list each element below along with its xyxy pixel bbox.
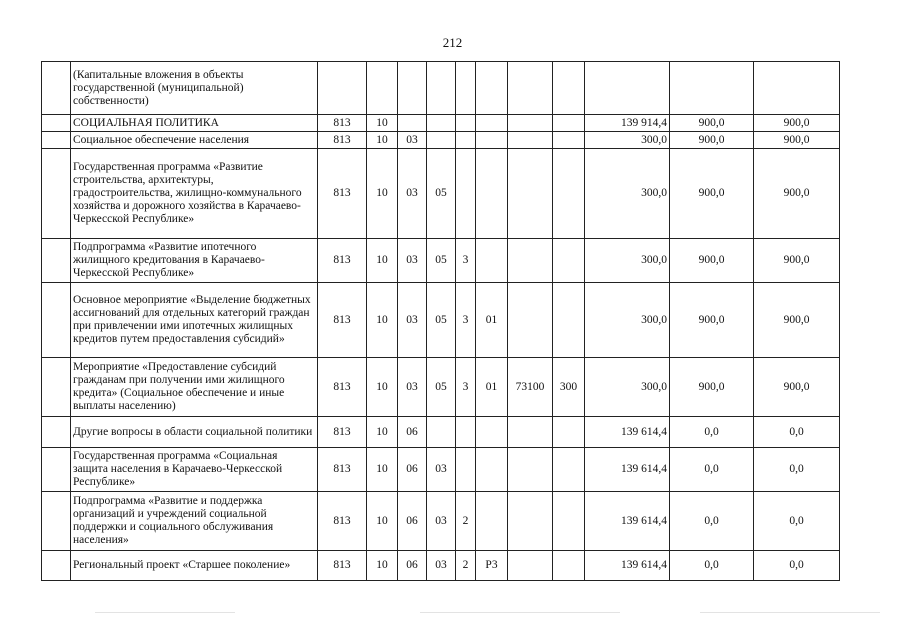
program-code-cell: 05 bbox=[427, 239, 456, 283]
amount-year1-cell: 139 614,4 bbox=[585, 417, 670, 448]
subsection-cell bbox=[398, 62, 427, 115]
row-index-cell bbox=[42, 149, 71, 239]
subsection-cell: 06 bbox=[398, 492, 427, 551]
activity-code-cell bbox=[476, 132, 508, 149]
table-row bbox=[42, 448, 840, 492]
name-cell: СОЦИАЛЬНАЯ ПОЛИТИКА bbox=[71, 115, 318, 132]
amount-year3-cell: 900,0 bbox=[754, 115, 840, 132]
amount-year2-cell: 0,0 bbox=[670, 492, 754, 551]
activity-code-cell: 01 bbox=[476, 358, 508, 417]
subprogram-code-cell: 3 bbox=[456, 239, 476, 283]
section-cell: 10 bbox=[367, 492, 398, 551]
expense-type-cell bbox=[553, 492, 585, 551]
row-index-cell bbox=[42, 417, 71, 448]
table-row bbox=[42, 358, 840, 417]
name-cell: Основное мероприятие «Выделение бюджетных ассигнований для отдельных категорий граждан при привлечении ими ипотечных жилищных кредитов путем предоставления субсидий» bbox=[71, 283, 318, 358]
amount-year2-cell: 0,0 bbox=[670, 551, 754, 581]
name-cell: Государственная программа «Развитие строительства, архитектуры, градостроительства, жилищно-коммунального хозяйства и дорожного хозяйства в Карачаево-Черкесской Республике» bbox=[71, 149, 318, 239]
subsection-cell: 03 bbox=[398, 283, 427, 358]
program-code-cell: 03 bbox=[427, 448, 456, 492]
grbs-code-cell: 813 bbox=[318, 283, 367, 358]
activity-code-cell bbox=[476, 448, 508, 492]
table-row bbox=[42, 283, 840, 358]
row-index-cell bbox=[42, 283, 71, 358]
amount-year2-cell: 0,0 bbox=[670, 448, 754, 492]
program-code-cell bbox=[427, 115, 456, 132]
name-cell: Подпрограмма «Развитие и поддержка организаций и учреждений социальной поддержки и социального обслуживания населения» bbox=[71, 492, 318, 551]
expense-type-cell bbox=[553, 115, 585, 132]
activity-code-cell: 01 bbox=[476, 283, 508, 358]
table-row bbox=[42, 551, 840, 581]
section-cell: 10 bbox=[367, 358, 398, 417]
expense-type-cell bbox=[553, 132, 585, 149]
expense-type-cell bbox=[553, 448, 585, 492]
subprogram-code-cell: 2 bbox=[456, 492, 476, 551]
amount-year2-cell: 900,0 bbox=[670, 358, 754, 417]
amount-year1-cell: 139 614,4 bbox=[585, 492, 670, 551]
subsection-cell: 06 bbox=[398, 417, 427, 448]
amount-year1-cell: 300,0 bbox=[585, 358, 670, 417]
direction-code-cell bbox=[508, 448, 553, 492]
amount-year3-cell: 900,0 bbox=[754, 283, 840, 358]
expense-type-cell bbox=[553, 283, 585, 358]
program-code-cell: 03 bbox=[427, 551, 456, 581]
direction-code-cell bbox=[508, 283, 553, 358]
section-cell: 10 bbox=[367, 115, 398, 132]
name-cell: (Капитальные вложения в объекты государственной (муниципальной) собственности) bbox=[71, 62, 318, 115]
row-index-cell bbox=[42, 115, 71, 132]
subsection-cell: 03 bbox=[398, 149, 427, 239]
subprogram-code-cell: 3 bbox=[456, 283, 476, 358]
section-cell: 10 bbox=[367, 149, 398, 239]
amount-year3-cell: 0,0 bbox=[754, 492, 840, 551]
section-cell bbox=[367, 62, 398, 115]
amount-year2-cell: 0,0 bbox=[670, 417, 754, 448]
expense-type-cell bbox=[553, 62, 585, 115]
subprogram-code-cell bbox=[456, 448, 476, 492]
amount-year1-cell: 300,0 bbox=[585, 283, 670, 358]
subsection-cell: 03 bbox=[398, 239, 427, 283]
table-row bbox=[42, 239, 840, 283]
subprogram-code-cell bbox=[456, 417, 476, 448]
amount-year3-cell: 900,0 bbox=[754, 358, 840, 417]
activity-code-cell bbox=[476, 492, 508, 551]
section-cell: 10 bbox=[367, 283, 398, 358]
grbs-code-cell bbox=[318, 62, 367, 115]
subprogram-code-cell bbox=[456, 132, 476, 149]
subsection-cell: 03 bbox=[398, 358, 427, 417]
activity-code-cell bbox=[476, 417, 508, 448]
table-row bbox=[42, 149, 840, 239]
subsection-cell: 03 bbox=[398, 132, 427, 149]
table-row bbox=[42, 492, 840, 551]
program-code-cell: 03 bbox=[427, 492, 456, 551]
table-row bbox=[42, 115, 840, 132]
amount-year1-cell: 300,0 bbox=[585, 149, 670, 239]
table-row bbox=[42, 62, 840, 115]
amount-year3-cell: 900,0 bbox=[754, 149, 840, 239]
subprogram-code-cell bbox=[456, 149, 476, 239]
subsection-cell: 06 bbox=[398, 551, 427, 581]
subprogram-code-cell bbox=[456, 115, 476, 132]
name-cell: Социальное обеспечение населения bbox=[71, 132, 318, 149]
direction-code-cell bbox=[508, 62, 553, 115]
expense-type-cell bbox=[553, 239, 585, 283]
grbs-code-cell: 813 bbox=[318, 551, 367, 581]
amount-year1-cell: 300,0 bbox=[585, 132, 670, 149]
name-cell: Государственная программа «Социальная защита населения в Карачаево-Черкесской Республике» bbox=[71, 448, 318, 492]
row-index-cell bbox=[42, 132, 71, 149]
table-row bbox=[42, 132, 840, 149]
expense-type-cell bbox=[553, 149, 585, 239]
amount-year3-cell: 0,0 bbox=[754, 448, 840, 492]
grbs-code-cell: 813 bbox=[318, 239, 367, 283]
subprogram-code-cell: 3 bbox=[456, 358, 476, 417]
direction-code-cell bbox=[508, 239, 553, 283]
amount-year2-cell: 900,0 bbox=[670, 239, 754, 283]
row-index-cell bbox=[42, 492, 71, 551]
name-cell: Другие вопросы в области социальной политики bbox=[71, 417, 318, 448]
program-code-cell bbox=[427, 132, 456, 149]
amount-year1-cell bbox=[585, 62, 670, 115]
program-code-cell: 05 bbox=[427, 358, 456, 417]
expense-type-cell: 300 bbox=[553, 358, 585, 417]
row-index-cell bbox=[42, 358, 71, 417]
amount-year2-cell: 900,0 bbox=[670, 115, 754, 132]
section-cell: 10 bbox=[367, 417, 398, 448]
program-code-cell: 05 bbox=[427, 149, 456, 239]
activity-code-cell bbox=[476, 239, 508, 283]
direction-code-cell: 73100 bbox=[508, 358, 553, 417]
table-row bbox=[42, 417, 840, 448]
grbs-code-cell: 813 bbox=[318, 132, 367, 149]
amount-year1-cell: 139 914,4 bbox=[585, 115, 670, 132]
row-index-cell bbox=[42, 62, 71, 115]
table-body bbox=[42, 62, 840, 581]
subsection-cell: 06 bbox=[398, 448, 427, 492]
budget-table bbox=[41, 61, 840, 581]
section-cell: 10 bbox=[367, 448, 398, 492]
expense-type-cell bbox=[553, 417, 585, 448]
amount-year3-cell: 0,0 bbox=[754, 417, 840, 448]
subprogram-code-cell bbox=[456, 62, 476, 115]
grbs-code-cell: 813 bbox=[318, 358, 367, 417]
amount-year2-cell: 900,0 bbox=[670, 283, 754, 358]
section-cell: 10 bbox=[367, 551, 398, 581]
row-index-cell bbox=[42, 239, 71, 283]
activity-code-cell bbox=[476, 62, 508, 115]
direction-code-cell bbox=[508, 551, 553, 581]
activity-code-cell bbox=[476, 149, 508, 239]
name-cell: Региональный проект «Старшее поколение» bbox=[71, 551, 318, 581]
subsection-cell bbox=[398, 115, 427, 132]
name-cell: Мероприятие «Предоставление субсидий гражданам при получении ими жилищного кредита» (Социальное обеспечение и иные выплаты населению) bbox=[71, 358, 318, 417]
amount-year3-cell: 900,0 bbox=[754, 132, 840, 149]
subprogram-code-cell: 2 bbox=[456, 551, 476, 581]
amount-year2-cell: 900,0 bbox=[670, 149, 754, 239]
amount-year2-cell: 900,0 bbox=[670, 132, 754, 149]
page-number: 212 bbox=[442, 35, 463, 50]
amount-year3-cell bbox=[754, 62, 840, 115]
direction-code-cell bbox=[508, 492, 553, 551]
grbs-code-cell: 813 bbox=[318, 115, 367, 132]
program-code-cell bbox=[427, 62, 456, 115]
grbs-code-cell: 813 bbox=[318, 149, 367, 239]
row-index-cell bbox=[42, 551, 71, 581]
direction-code-cell bbox=[508, 417, 553, 448]
row-index-cell bbox=[42, 448, 71, 492]
amount-year1-cell: 300,0 bbox=[585, 239, 670, 283]
name-cell: Подпрограмма «Развитие ипотечного жилищного кредитования в Карачаево-Черкесской Республике» bbox=[71, 239, 318, 283]
direction-code-cell bbox=[508, 115, 553, 132]
grbs-code-cell: 813 bbox=[318, 492, 367, 551]
expense-type-cell bbox=[553, 551, 585, 581]
activity-code-cell bbox=[476, 115, 508, 132]
direction-code-cell bbox=[508, 149, 553, 239]
grbs-code-cell: 813 bbox=[318, 417, 367, 448]
activity-code-cell: P3 bbox=[476, 551, 508, 581]
direction-code-cell bbox=[508, 132, 553, 149]
section-cell: 10 bbox=[367, 132, 398, 149]
program-code-cell bbox=[427, 417, 456, 448]
amount-year2-cell bbox=[670, 62, 754, 115]
grbs-code-cell: 813 bbox=[318, 448, 367, 492]
program-code-cell: 05 bbox=[427, 283, 456, 358]
amount-year1-cell: 139 614,4 bbox=[585, 551, 670, 581]
amount-year1-cell: 139 614,4 bbox=[585, 448, 670, 492]
section-cell: 10 bbox=[367, 239, 398, 283]
amount-year3-cell: 0,0 bbox=[754, 551, 840, 581]
amount-year3-cell: 900,0 bbox=[754, 239, 840, 283]
